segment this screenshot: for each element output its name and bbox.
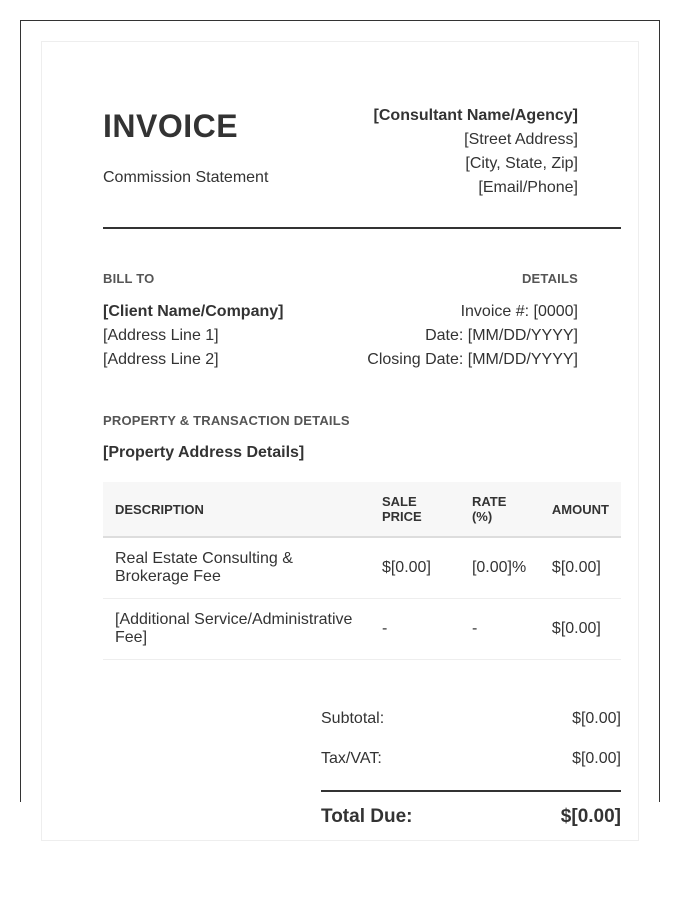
invoice-page [41, 41, 639, 841]
property-section-label: PROPERTY & TRANSACTION DETAILS [103, 413, 350, 428]
row-rate: [0.00]% [460, 537, 540, 599]
row-amount: $[0.00] [540, 599, 621, 660]
client-address-line-2: [Address Line 2] [103, 351, 219, 368]
row-description: [Additional Service/Administrative Fee] [103, 599, 370, 660]
invoice-date: Date: [MM/DD/YYYY] [425, 327, 578, 344]
table-row [103, 599, 621, 660]
totals-divider [321, 790, 621, 792]
details-block [367, 300, 578, 372]
row-description: Real Estate Consulting & Brokerage Fee [103, 537, 370, 599]
consultant-name: [Consultant Name/Agency] [373, 107, 578, 124]
client-name: [Client Name/Company] [103, 303, 284, 320]
consultant-block [374, 104, 578, 200]
row-sale-price: $[0.00] [370, 537, 460, 599]
subtotal-value: $[0.00] [572, 710, 621, 727]
invoice-title: INVOICE [103, 108, 239, 144]
bill-to-label: BILL TO [103, 271, 155, 286]
column-header-rate: RATE (%) [460, 482, 540, 537]
consultant-street: [Street Address] [464, 131, 578, 148]
total-due-label: Total Due: [321, 806, 413, 827]
column-header-sale-price: SALE PRICE [370, 482, 460, 537]
tax-value: $[0.00] [572, 750, 621, 767]
row-sale-price: - [370, 599, 460, 660]
invoice-number: Invoice #: [0000] [460, 303, 578, 320]
table-row [103, 537, 621, 599]
property-address: [Property Address Details] [103, 444, 305, 461]
row-rate: - [460, 599, 540, 660]
document-frame [20, 20, 660, 827]
total-due-value: $[0.00] [560, 806, 621, 827]
invoice-subtitle: Commission Statement [103, 169, 269, 186]
closing-date: Closing Date: [MM/DD/YYYY] [367, 351, 578, 368]
column-header-description: DESCRIPTION [103, 482, 370, 537]
row-amount: $[0.00] [540, 537, 621, 599]
client-address-line-1: [Address Line 1] [103, 327, 219, 344]
details-label: DETAILS [521, 271, 578, 286]
line-items-table [103, 482, 621, 660]
consultant-contact: [Email/Phone] [478, 179, 578, 196]
header-divider [103, 227, 621, 229]
subtotal-label: Subtotal: [321, 710, 385, 727]
consultant-city: [City, State, Zip] [465, 155, 578, 172]
table-header-row [103, 482, 621, 537]
column-header-amount: AMOUNT [540, 482, 621, 537]
tax-label: Tax/VAT: [321, 750, 382, 767]
bill-to-block [103, 300, 283, 372]
